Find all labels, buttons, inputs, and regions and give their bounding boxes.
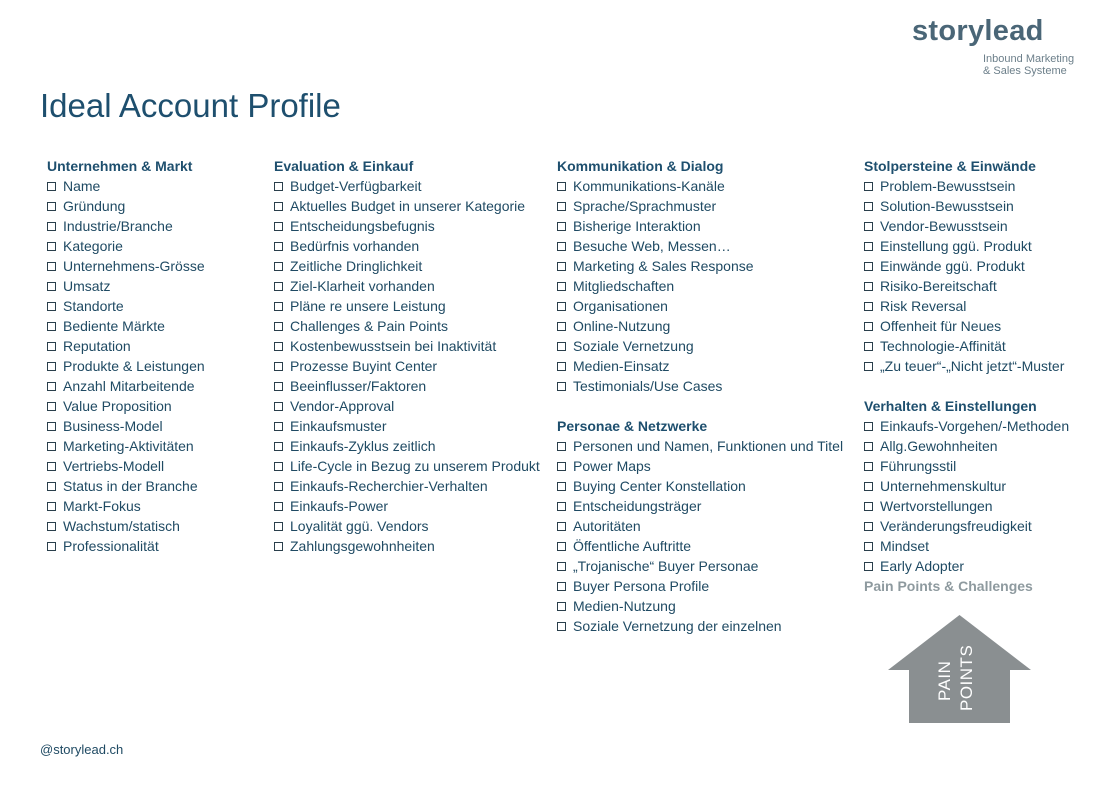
list-item xyxy=(274,256,540,276)
checkbox-icon[interactable] xyxy=(47,442,56,451)
checkbox-icon[interactable] xyxy=(274,222,283,231)
list-item-label: Einkaufs-Power xyxy=(290,498,389,514)
section-title-evaluation-einkauf: Evaluation & Einkauf xyxy=(274,158,414,174)
checklist-highlight xyxy=(864,576,1069,596)
brand-tagline-line-2: & Sales Systeme xyxy=(983,65,1067,77)
list-item xyxy=(47,236,205,256)
list-item xyxy=(557,476,843,496)
list-item xyxy=(557,176,843,196)
list-item-label: Marketing & Sales Response xyxy=(573,258,754,274)
checkbox-icon[interactable] xyxy=(557,442,566,451)
list-item xyxy=(864,476,1069,496)
checkbox-icon[interactable] xyxy=(47,422,56,431)
checkbox-icon[interactable] xyxy=(274,402,283,411)
list-item-highlight xyxy=(864,576,1069,596)
list-item-label: Risk Reversal xyxy=(880,298,967,314)
checkbox-icon[interactable] xyxy=(864,422,873,431)
list-item-label: Bedürfnis vorhanden xyxy=(290,238,420,254)
list-item-label: Anzahl Mitarbeitende xyxy=(63,378,195,394)
list-item-label: Budget-Verfügbarkeit xyxy=(290,178,422,194)
checkbox-icon[interactable] xyxy=(47,222,56,231)
checkbox-icon[interactable] xyxy=(47,242,56,251)
list-item xyxy=(47,456,205,476)
list-item xyxy=(274,316,540,336)
section-title-personae-netzwerke: Personae & Netzwerke xyxy=(557,418,708,434)
list-item xyxy=(557,296,843,316)
column-unternehmen xyxy=(47,156,205,556)
list-item xyxy=(274,376,540,396)
list-item-label: Early Adopter xyxy=(880,558,965,574)
checklist-kommunikation-dialog xyxy=(557,176,843,396)
list-item xyxy=(557,376,843,396)
list-item xyxy=(557,576,843,596)
checkbox-icon[interactable] xyxy=(557,182,566,191)
list-item-label: Standorte xyxy=(63,298,124,314)
list-item-label: Einkaufs-Vorgehen/-Methoden xyxy=(880,418,1070,434)
list-item xyxy=(274,296,540,316)
list-item-label: Medien-Einsatz xyxy=(573,358,670,374)
checkbox-icon[interactable] xyxy=(47,182,56,191)
list-item-label: Entscheidungsbefugnis xyxy=(290,218,435,234)
list-item-label: Autoritäten xyxy=(573,518,641,534)
checkbox-icon[interactable] xyxy=(557,562,566,571)
list-item-label: „Zu teuer“-„Nicht jetzt“-Muster xyxy=(880,358,1065,374)
checkbox-icon[interactable] xyxy=(274,262,283,271)
list-item-label: Führungsstil xyxy=(880,458,957,474)
list-item-label: Vertriebs-Modell xyxy=(63,458,165,474)
list-item-label: Kommunikations-Kanäle xyxy=(573,178,725,194)
checkbox-icon[interactable] xyxy=(864,462,873,471)
list-item-label: „Trojanische“ Buyer Personae xyxy=(573,558,759,574)
checkbox-icon[interactable] xyxy=(557,622,566,631)
checkbox-icon[interactable] xyxy=(274,202,283,211)
checklist-evaluation-einkauf xyxy=(274,176,540,556)
list-item-label: Vendor-Bewusstsein xyxy=(880,218,1008,234)
list-item xyxy=(864,416,1069,436)
checkbox-icon[interactable] xyxy=(864,222,873,231)
list-item-label: Status in der Branche xyxy=(63,478,198,494)
checkbox-icon[interactable] xyxy=(47,302,56,311)
list-item xyxy=(274,436,540,456)
list-item-label: Buyer Persona Profile xyxy=(573,578,710,594)
list-item-label: Testimonials/Use Cases xyxy=(573,378,723,394)
list-item-label: Buying Center Konstellation xyxy=(573,478,746,494)
list-item-label: Marketing-Aktivitäten xyxy=(63,438,194,454)
checkbox-icon[interactable] xyxy=(274,462,283,471)
checkbox-icon[interactable] xyxy=(557,362,566,371)
pain-points-arrow xyxy=(888,615,1031,723)
list-item-label: Risiko-Bereitschaft xyxy=(880,278,997,294)
list-item xyxy=(47,316,205,336)
list-item xyxy=(864,356,1069,376)
list-item xyxy=(864,276,1069,296)
checkbox-icon[interactable] xyxy=(864,362,873,371)
column-kommunikation xyxy=(557,156,843,636)
list-item-label: Einstellung ggü. Produkt xyxy=(880,238,1032,254)
list-item-label: Wachstum/statisch xyxy=(63,518,180,534)
page-title: Ideal Account Profile xyxy=(40,87,341,124)
list-item-label: Veränderungsfreudigkeit xyxy=(880,518,1032,534)
list-item-label: Bediente Märkte xyxy=(63,318,165,334)
list-item-label: Problem-Bewusstsein xyxy=(880,178,1016,194)
section-title-kommunikation-dialog: Kommunikation & Dialog xyxy=(557,158,724,174)
list-item xyxy=(864,256,1069,276)
list-item xyxy=(47,396,205,416)
list-item xyxy=(274,196,540,216)
checkbox-icon[interactable] xyxy=(47,402,56,411)
list-item xyxy=(557,336,843,356)
list-item xyxy=(557,196,843,216)
list-item xyxy=(274,336,540,356)
checkbox-icon[interactable] xyxy=(557,202,566,211)
checkbox-icon[interactable] xyxy=(274,482,283,491)
list-item xyxy=(47,416,205,436)
checkbox-icon[interactable] xyxy=(274,322,283,331)
checkbox-icon[interactable] xyxy=(557,602,566,611)
list-item-label: Bisherige Interaktion xyxy=(573,218,701,234)
checkbox-icon[interactable] xyxy=(47,462,56,471)
checkbox-icon[interactable] xyxy=(864,522,873,531)
checkbox-icon[interactable] xyxy=(274,542,283,551)
list-item-label: Reputation xyxy=(63,338,131,354)
checklist-stolpersteine-einwaende xyxy=(864,176,1069,376)
checkbox-icon[interactable] xyxy=(47,522,56,531)
list-item xyxy=(864,536,1069,556)
list-item-label: Zeitliche Dringlichkeit xyxy=(290,258,423,274)
list-item xyxy=(47,276,205,296)
list-item xyxy=(864,456,1069,476)
checkbox-icon[interactable] xyxy=(47,382,56,391)
list-item xyxy=(274,356,540,376)
list-item xyxy=(864,496,1069,516)
list-item xyxy=(557,236,843,256)
list-item-label: Öffentliche Auftritte xyxy=(573,538,692,554)
checkbox-icon[interactable] xyxy=(557,482,566,491)
list-item-label: Life-Cycle in Bezug zu unserem Produkt xyxy=(290,458,540,474)
list-item-label: Technologie-Affinität xyxy=(880,338,1006,354)
list-item xyxy=(274,536,540,556)
checkbox-icon[interactable] xyxy=(864,562,873,571)
checkbox-icon[interactable] xyxy=(274,342,283,351)
list-item-label: Name xyxy=(63,178,101,194)
list-item-label: Zahlungsgewohnheiten xyxy=(290,538,435,554)
checkbox-icon[interactable] xyxy=(557,522,566,531)
list-item-label: Professionalität xyxy=(63,538,159,554)
checklist-unternehmen-markt xyxy=(47,176,205,556)
list-item xyxy=(47,476,205,496)
list-item xyxy=(47,356,205,376)
list-item-label: Solution-Bewusstsein xyxy=(880,198,1014,214)
list-item xyxy=(47,376,205,396)
list-item-label: Besuche Web, Messen… xyxy=(573,238,731,254)
list-item xyxy=(557,556,843,576)
brand-tagline xyxy=(983,53,1102,77)
list-item xyxy=(864,316,1069,336)
checkbox-icon[interactable] xyxy=(274,282,283,291)
checkbox-icon[interactable] xyxy=(864,322,873,331)
list-item xyxy=(274,396,540,416)
checkbox-icon[interactable] xyxy=(274,442,283,451)
checkbox-icon[interactable] xyxy=(557,382,566,391)
list-item xyxy=(557,256,843,276)
list-item-label: Kategorie xyxy=(63,238,123,254)
list-item xyxy=(864,436,1069,456)
checkbox-icon[interactable] xyxy=(557,342,566,351)
list-item-label: Soziale Vernetzung der einzelnen xyxy=(573,618,782,634)
checkbox-icon[interactable] xyxy=(557,462,566,471)
checkbox-icon[interactable] xyxy=(864,182,873,191)
checkbox-icon[interactable] xyxy=(557,582,566,591)
list-item-label: Value Proposition xyxy=(63,398,172,414)
list-item xyxy=(274,496,540,516)
column-evaluation xyxy=(274,156,540,556)
checkbox-icon[interactable] xyxy=(274,362,283,371)
list-item-label: Einkaufs-Zyklus zeitlich xyxy=(290,438,436,454)
checkbox-icon[interactable] xyxy=(557,282,566,291)
checkbox-icon[interactable] xyxy=(557,222,566,231)
checkbox-icon[interactable] xyxy=(864,202,873,211)
list-item xyxy=(557,496,843,516)
section-title-verhalten-einstellungen: Verhalten & Einstellungen xyxy=(864,398,1037,414)
list-item xyxy=(864,296,1069,316)
checkbox-icon[interactable] xyxy=(557,242,566,251)
list-item xyxy=(557,356,843,376)
list-item-label: Unternehmens-Grösse xyxy=(63,258,205,274)
list-item-label: Produkte & Leistungen xyxy=(63,358,205,374)
list-item-label: Vendor-Approval xyxy=(290,398,395,414)
checkbox-icon[interactable] xyxy=(864,242,873,251)
list-item-label: Power Maps xyxy=(573,458,651,474)
list-item xyxy=(864,176,1069,196)
list-item xyxy=(47,296,205,316)
checkbox-icon[interactable] xyxy=(274,182,283,191)
checkbox-icon[interactable] xyxy=(47,502,56,511)
list-item-label: Unternehmenskultur xyxy=(880,478,1007,494)
list-item xyxy=(557,616,843,636)
list-item xyxy=(557,276,843,296)
checkbox-icon[interactable] xyxy=(274,522,283,531)
checkbox-icon[interactable] xyxy=(557,322,566,331)
list-item xyxy=(47,496,205,516)
list-item-label: Gründung xyxy=(63,198,126,214)
checkbox-icon[interactable] xyxy=(557,542,566,551)
checkbox-icon[interactable] xyxy=(47,262,56,271)
list-item xyxy=(47,196,205,216)
list-item-label: Personen und Namen, Funktionen und Titel xyxy=(573,438,844,454)
list-item xyxy=(47,536,205,556)
list-item-label: Kostenbewusstsein bei Inaktivität xyxy=(290,338,497,354)
list-item xyxy=(864,216,1069,236)
checkbox-icon[interactable] xyxy=(47,202,56,211)
list-item xyxy=(274,456,540,476)
checkbox-icon[interactable] xyxy=(47,362,56,371)
list-item xyxy=(47,256,205,276)
checklist-personae-netzwerke xyxy=(557,436,843,636)
list-item-label: Mitgliedschaften xyxy=(573,278,675,294)
column-stolpersteine xyxy=(864,156,1069,596)
list-item xyxy=(47,216,205,236)
checkbox-icon[interactable] xyxy=(864,482,873,491)
checkbox-icon[interactable] xyxy=(864,282,873,291)
list-item-label: Offenheit für Neues xyxy=(880,318,1002,334)
list-item xyxy=(47,176,205,196)
list-item xyxy=(864,236,1069,256)
arrow-label-points: POINTS xyxy=(957,644,976,711)
list-item-label: Loyalität ggü. Vendors xyxy=(290,518,429,534)
list-item-label: Business-Model xyxy=(63,418,163,434)
checkbox-icon[interactable] xyxy=(864,442,873,451)
checkbox-icon[interactable] xyxy=(864,342,873,351)
list-item xyxy=(274,416,540,436)
list-item-label: Ziel-Klarheit vorhanden xyxy=(290,278,435,294)
highlight-label: Pain Points & Challenges xyxy=(864,578,1033,594)
checkbox-icon[interactable] xyxy=(274,422,283,431)
checkbox-icon[interactable] xyxy=(47,542,56,551)
list-item xyxy=(274,216,540,236)
checkbox-icon[interactable] xyxy=(274,502,283,511)
list-item-label: Markt-Fokus xyxy=(63,498,141,514)
list-item-label: Mindset xyxy=(880,538,930,554)
list-item-label: Wertvorstellungen xyxy=(880,498,993,514)
checkbox-icon[interactable] xyxy=(47,322,56,331)
list-item-label: Prozesse Buyint Center xyxy=(290,358,438,374)
list-item xyxy=(864,556,1069,576)
checkbox-icon[interactable] xyxy=(864,542,873,551)
list-item xyxy=(557,516,843,536)
list-item-label: Einwände ggü. Produkt xyxy=(880,258,1025,274)
list-item xyxy=(557,536,843,556)
list-item-label: Einkaufsmuster xyxy=(290,418,387,434)
checkbox-icon[interactable] xyxy=(557,302,566,311)
list-item-label: Beeinflusser/Faktoren xyxy=(290,378,427,394)
list-item xyxy=(557,316,843,336)
list-item xyxy=(274,236,540,256)
list-item xyxy=(274,176,540,196)
list-item xyxy=(274,276,540,296)
checkbox-icon[interactable] xyxy=(274,302,283,311)
section-title-unternehmen-markt: Unternehmen & Markt xyxy=(47,158,193,174)
section-title-stolpersteine-einwaende: Stolpersteine & Einwände xyxy=(864,158,1036,174)
list-item xyxy=(557,596,843,616)
list-item xyxy=(557,456,843,476)
list-item-label: Aktuelles Budget in unserer Kategorie xyxy=(290,198,526,214)
list-item xyxy=(47,516,205,536)
list-item-label: Medien-Nutzung xyxy=(573,598,676,614)
list-item xyxy=(557,436,843,456)
brand-logo xyxy=(912,14,1102,77)
list-item-label: Allg.Gewohnheiten xyxy=(880,438,998,454)
list-item-label: Online-Nutzung xyxy=(573,318,671,334)
list-item xyxy=(864,196,1069,216)
list-item xyxy=(557,216,843,236)
checkbox-icon[interactable] xyxy=(47,342,56,351)
list-item xyxy=(274,476,540,496)
list-item-label: Sprache/Sprachmuster xyxy=(573,198,717,214)
list-item-label: Umsatz xyxy=(63,278,111,294)
brand-tagline-line-1: Inbound Marketing xyxy=(983,53,1075,65)
list-item xyxy=(864,336,1069,356)
checkbox-icon[interactable] xyxy=(274,242,283,251)
checklist-verhalten-einstellungen xyxy=(864,416,1069,576)
checkbox-icon[interactable] xyxy=(47,282,56,291)
list-item xyxy=(47,436,205,456)
list-item-label: Entscheidungsträger xyxy=(573,498,702,514)
checkbox-icon[interactable] xyxy=(557,502,566,511)
list-item xyxy=(274,516,540,536)
list-item-label: Challenges & Pain Points xyxy=(290,318,448,334)
list-item-label: Pläne re unsere Leistung xyxy=(290,298,446,314)
list-item-label: Einkaufs-Recherchier-Verhalten xyxy=(290,478,488,494)
list-item-label: Organisationen xyxy=(573,298,668,314)
checkbox-icon[interactable] xyxy=(864,262,873,271)
list-item-label: Industrie/Branche xyxy=(63,218,173,234)
footer-handle: @storylead.ch xyxy=(40,742,124,757)
checkbox-icon[interactable] xyxy=(557,262,566,271)
checkbox-icon[interactable] xyxy=(864,302,873,311)
arrow-label-pain: PAIN xyxy=(935,660,954,701)
list-item-label: Soziale Vernetzung xyxy=(573,338,694,354)
list-item xyxy=(47,336,205,356)
checkbox-icon[interactable] xyxy=(274,382,283,391)
checkbox-icon[interactable] xyxy=(47,482,56,491)
list-item xyxy=(864,516,1069,536)
checkbox-icon[interactable] xyxy=(864,502,873,511)
brand-name: storylead xyxy=(912,15,1044,47)
